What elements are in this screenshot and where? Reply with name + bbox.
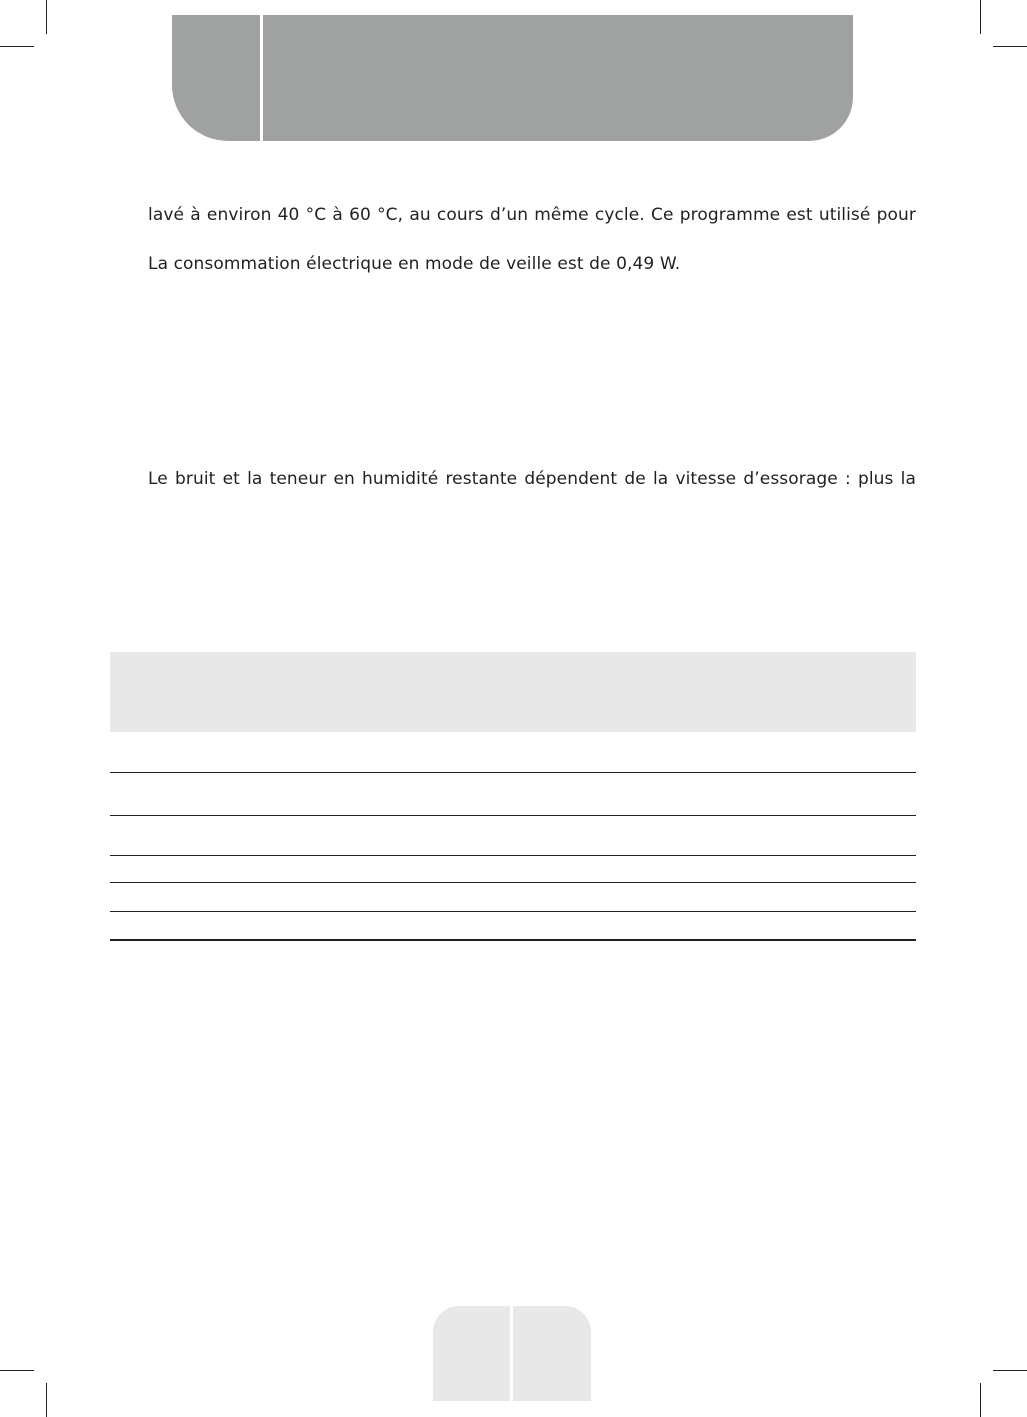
page-number-divider xyxy=(510,1306,513,1401)
table-header xyxy=(110,652,916,732)
table-row-divider xyxy=(110,772,916,773)
crop-mark-bottom-right-v xyxy=(980,1383,981,1417)
paragraph-line-2: La consommation électrique en mode de veille est de 0,49 W. xyxy=(148,254,681,274)
crop-mark-bottom-right-h xyxy=(993,1370,1027,1371)
paragraph-line-1: lavé à environ 40 °C à 60 °C, au cours d’un même cycle. Ce programme est utilisé pour xyxy=(148,205,916,225)
table-bottom-rule xyxy=(110,939,916,941)
header-divider xyxy=(260,15,263,141)
table-row-divider xyxy=(110,882,916,883)
crop-mark-top-left-h xyxy=(0,46,34,47)
crop-mark-bottom-left-h xyxy=(0,1370,34,1371)
table-row-divider xyxy=(110,855,916,856)
crop-mark-bottom-left-v xyxy=(46,1383,47,1417)
crop-mark-top-right-h xyxy=(993,46,1027,47)
table-row-divider xyxy=(110,911,916,912)
table-row-divider xyxy=(110,815,916,816)
crop-mark-top-left-v xyxy=(46,0,47,34)
crop-mark-top-right-v xyxy=(980,0,981,34)
header-tab xyxy=(172,15,853,141)
paragraph-line-3: Le bruit et la teneur en humidité restante dépendent de la vitesse d’essorage : plus la xyxy=(148,469,916,489)
